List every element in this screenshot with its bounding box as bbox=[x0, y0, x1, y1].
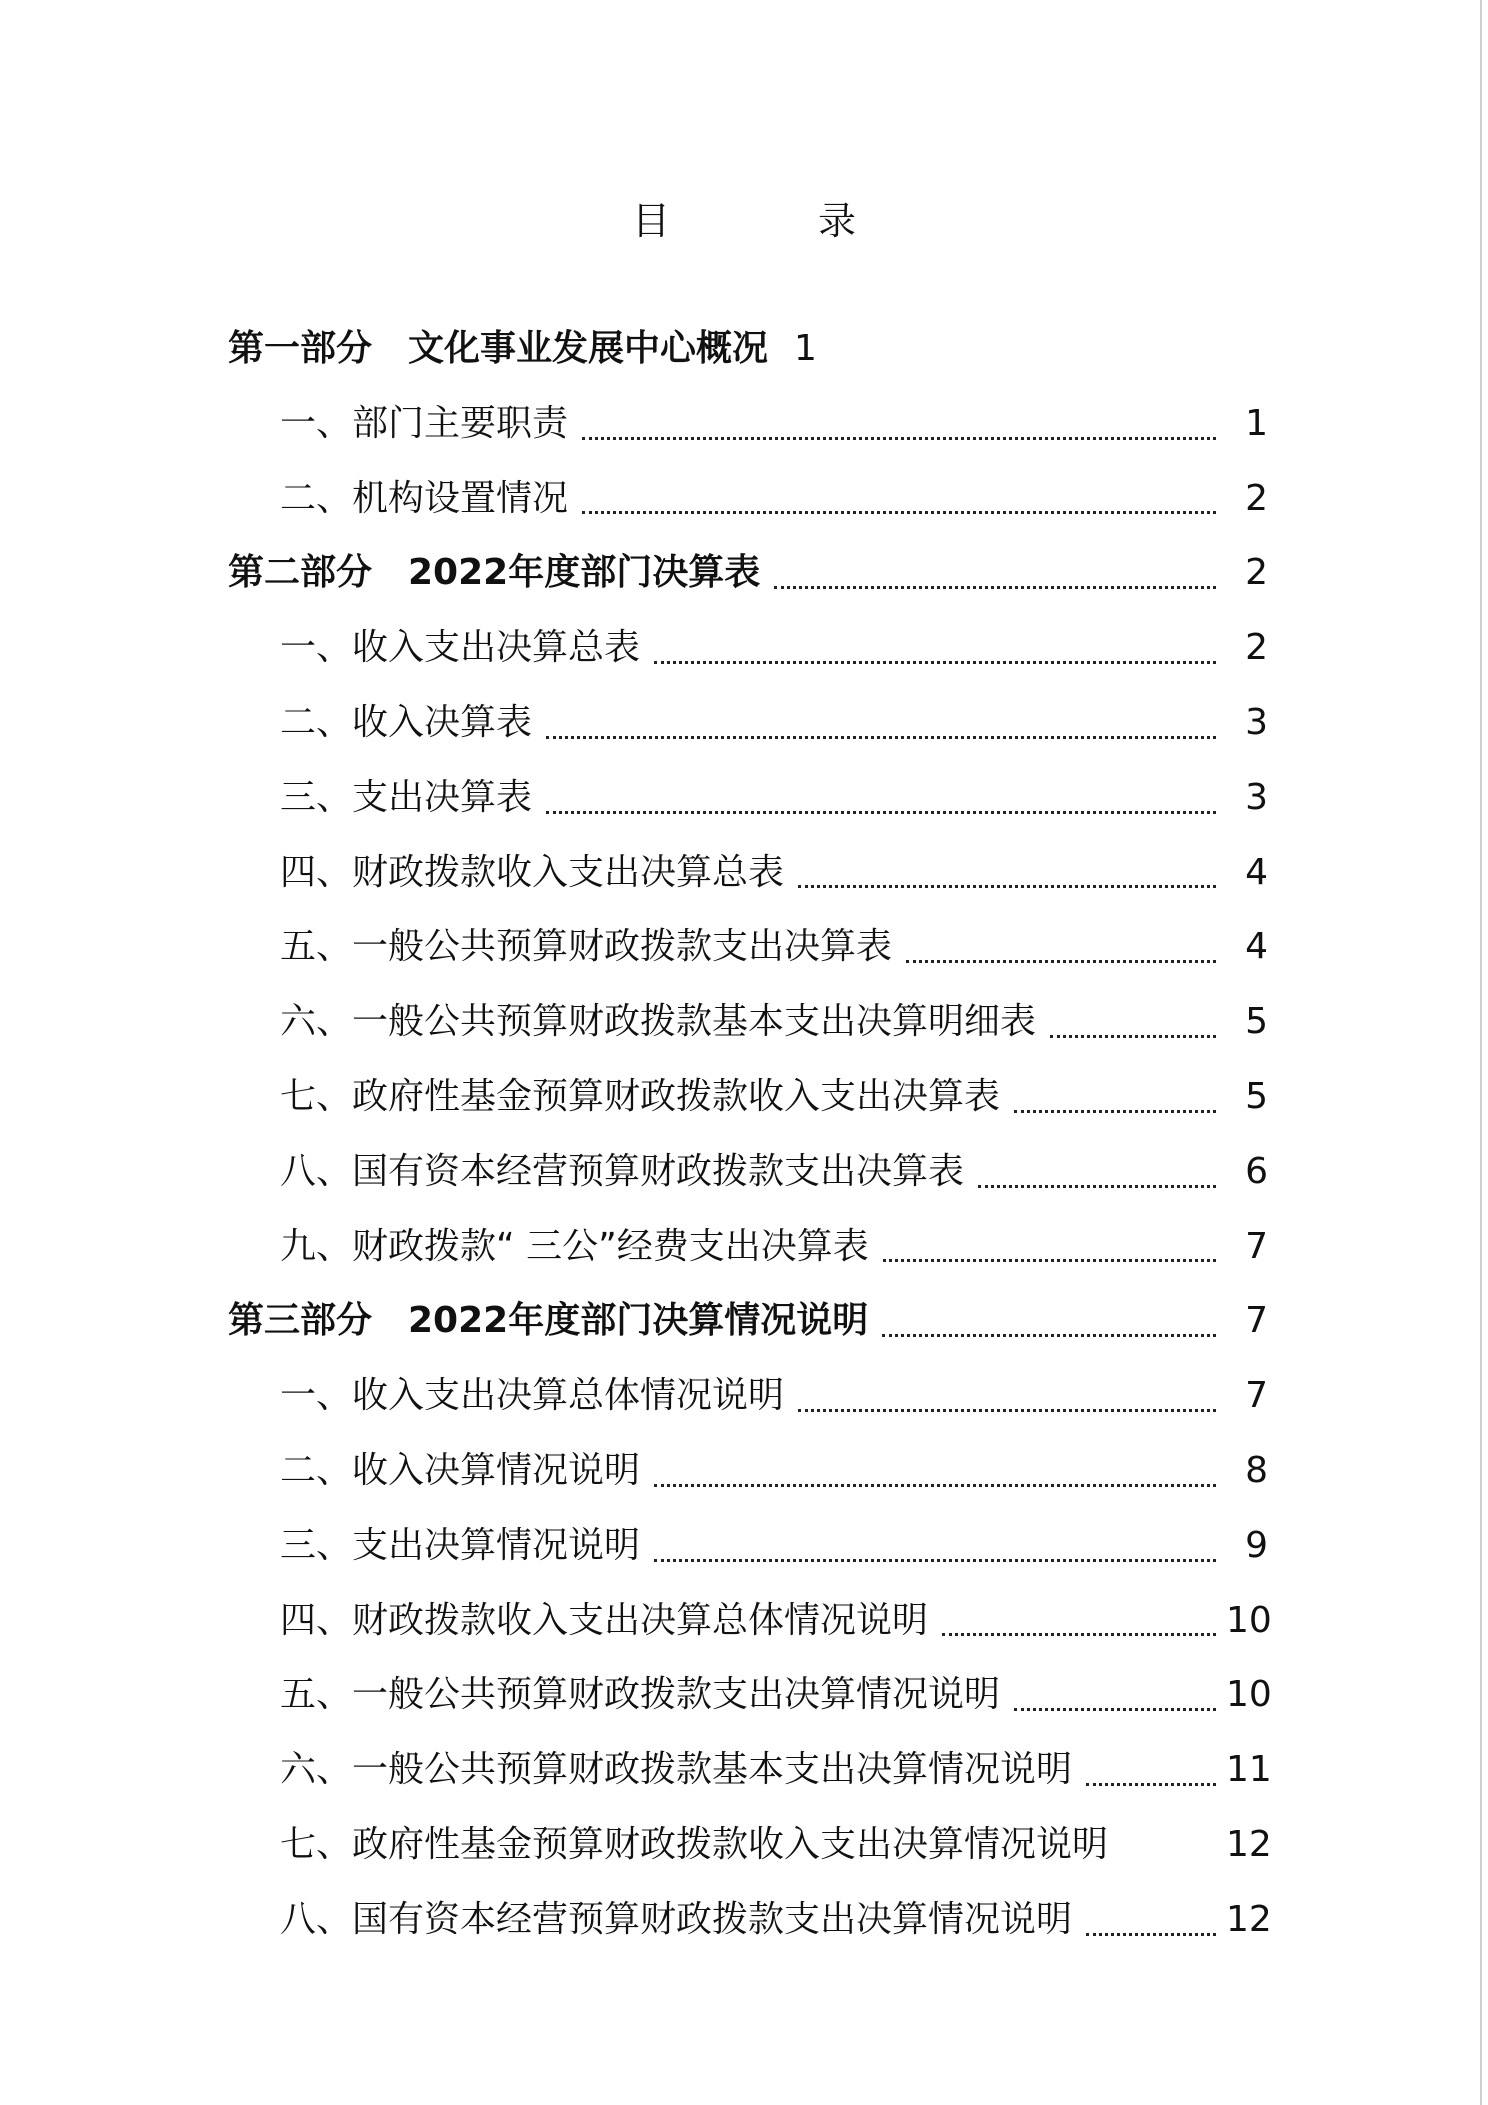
toc-leader-dots bbox=[978, 1181, 1216, 1188]
toc-page-number: 7 bbox=[1245, 1375, 1268, 1417]
toc-page-number: 8 bbox=[1245, 1449, 1268, 1491]
toc-part-label: 第三部分 2022年度部门决算情况说明 bbox=[228, 1300, 869, 1342]
toc-item[interactable] bbox=[228, 1584, 1272, 1659]
toc-page-number: 12 bbox=[1226, 1898, 1272, 1940]
toc-part-label: 第一部分 文化事业发展中心概况 bbox=[228, 328, 769, 369]
toc-page-number: 6 bbox=[1245, 1150, 1268, 1192]
toc-item-label: 二、收入决算情况说明 bbox=[280, 1449, 641, 1491]
toc-leader-dots bbox=[582, 433, 1216, 440]
toc-item-label: 四、财政拨款收入支出决算总体情况说明 bbox=[280, 1599, 929, 1641]
toc-item-label: 八、国有资本经营预算财政拨款支出决算表 bbox=[280, 1150, 965, 1192]
toc-item-label: 三、支出决算情况说明 bbox=[280, 1524, 641, 1566]
toc-item-label: 八、国有资本经营预算财政拨款支出决算情况说明 bbox=[280, 1898, 1073, 1940]
toc-page-number: 2 bbox=[1245, 627, 1268, 669]
toc-page-number: 7 bbox=[1245, 1225, 1268, 1267]
toc-item[interactable] bbox=[228, 836, 1268, 911]
toc-leader-dots bbox=[654, 1480, 1216, 1487]
toc-item[interactable] bbox=[228, 1210, 1268, 1285]
toc-leader-dots bbox=[1014, 1106, 1216, 1113]
toc-item[interactable] bbox=[228, 462, 1268, 537]
toc-leader-dots bbox=[882, 1330, 1216, 1337]
toc-item[interactable] bbox=[228, 1808, 1272, 1883]
toc-item-label: 四、财政拨款收入支出决算总表 bbox=[280, 851, 785, 893]
toc-page-number: 12 bbox=[1226, 1823, 1272, 1865]
toc-page-number: 11 bbox=[1226, 1749, 1272, 1791]
toc-item-label: 二、机构设置情况 bbox=[280, 477, 569, 519]
toc-leader-dots bbox=[546, 807, 1216, 814]
toc-part-label: 第二部分 2022年度部门决算表 bbox=[228, 552, 761, 594]
page-edge-divider bbox=[1480, 0, 1482, 2105]
toc-page-number: 9 bbox=[1245, 1524, 1268, 1566]
toc-item[interactable] bbox=[228, 387, 1268, 462]
toc-item[interactable] bbox=[228, 1060, 1268, 1135]
toc-part-3[interactable] bbox=[228, 1284, 1268, 1359]
toc-item-label: 一、部门主要职责 bbox=[280, 402, 569, 444]
toc-item[interactable] bbox=[228, 686, 1268, 761]
toc-item[interactable] bbox=[228, 1434, 1268, 1509]
toc-item-label: 七、政府性基金预算财政拨款收入支出决算情况说明 bbox=[280, 1823, 1109, 1865]
toc-page-number: 3 bbox=[1245, 701, 1268, 743]
toc-item-label: 六、一般公共预算财政拨款基本支出决算明细表 bbox=[280, 1001, 1037, 1043]
toc-item-label: 五、一般公共预算财政拨款支出决算情况说明 bbox=[280, 1674, 1001, 1716]
table-of-contents bbox=[228, 312, 1272, 1958]
toc-page-number: 10 bbox=[1226, 1599, 1272, 1641]
toc-part-2[interactable] bbox=[228, 536, 1268, 611]
toc-page-number: 7 bbox=[1245, 1300, 1268, 1342]
toc-page-number: 5 bbox=[1245, 1075, 1268, 1117]
toc-page-number: 3 bbox=[1245, 776, 1268, 818]
toc-leader-dots bbox=[774, 582, 1216, 589]
toc-leader-dots bbox=[1050, 1031, 1216, 1038]
toc-page-number: 4 bbox=[1245, 851, 1268, 893]
toc-item-label: 九、财政拨款“ 三公”经费支出决算表 bbox=[280, 1225, 869, 1267]
toc-item[interactable] bbox=[228, 1658, 1272, 1733]
toc-item[interactable] bbox=[228, 1359, 1268, 1434]
toc-item[interactable] bbox=[228, 1509, 1268, 1584]
toc-item-label: 一、收入支出决算总体情况说明 bbox=[280, 1375, 785, 1417]
toc-leader-dots bbox=[798, 881, 1216, 888]
title-char-1: 目 bbox=[631, 199, 670, 243]
toc-page-number: 10 bbox=[1226, 1674, 1272, 1716]
toc-item-label: 六、一般公共预算财政拨款基本支出决算情况说明 bbox=[280, 1749, 1073, 1791]
toc-leader-dots bbox=[1086, 1779, 1216, 1786]
toc-leader-dots bbox=[906, 956, 1216, 963]
toc-leader-dots bbox=[1114, 1855, 1220, 1859]
toc-page-number: 1 bbox=[794, 328, 817, 369]
toc-item[interactable] bbox=[228, 985, 1268, 1060]
toc-item-label: 三、支出决算表 bbox=[280, 776, 533, 818]
toc-item[interactable] bbox=[228, 1135, 1268, 1210]
toc-leader-dots bbox=[654, 1555, 1216, 1562]
toc-page-number: 1 bbox=[1245, 402, 1268, 444]
toc-leader-dots bbox=[546, 732, 1216, 739]
toc-part-1[interactable] bbox=[228, 312, 1268, 387]
toc-item[interactable] bbox=[228, 1733, 1272, 1808]
toc-item[interactable] bbox=[228, 1883, 1272, 1958]
toc-leader-dots bbox=[1086, 1929, 1216, 1936]
page-title bbox=[0, 190, 1488, 245]
toc-item[interactable] bbox=[228, 611, 1268, 686]
title-char-2: 录 bbox=[818, 199, 857, 243]
toc-leader-dots bbox=[942, 1629, 1216, 1636]
toc-leader-dots bbox=[654, 657, 1216, 664]
toc-item[interactable] bbox=[228, 761, 1268, 836]
toc-item[interactable] bbox=[228, 910, 1268, 985]
toc-leader-dots bbox=[1014, 1704, 1216, 1711]
toc-leader-dots bbox=[883, 1255, 1216, 1262]
toc-item-label: 五、一般公共预算财政拨款支出决算表 bbox=[280, 926, 893, 968]
toc-item-label: 一、收入支出决算总表 bbox=[280, 627, 641, 669]
toc-page-number: 2 bbox=[1245, 552, 1268, 594]
toc-page-number: 4 bbox=[1245, 926, 1268, 968]
toc-item-label: 七、政府性基金预算财政拨款收入支出决算表 bbox=[280, 1075, 1001, 1117]
toc-page-number: 2 bbox=[1245, 477, 1268, 519]
toc-page-number: 5 bbox=[1245, 1001, 1268, 1043]
toc-item-label: 二、收入决算表 bbox=[280, 701, 533, 743]
toc-leader-dots bbox=[582, 507, 1216, 514]
toc-leader-dots bbox=[798, 1405, 1216, 1412]
